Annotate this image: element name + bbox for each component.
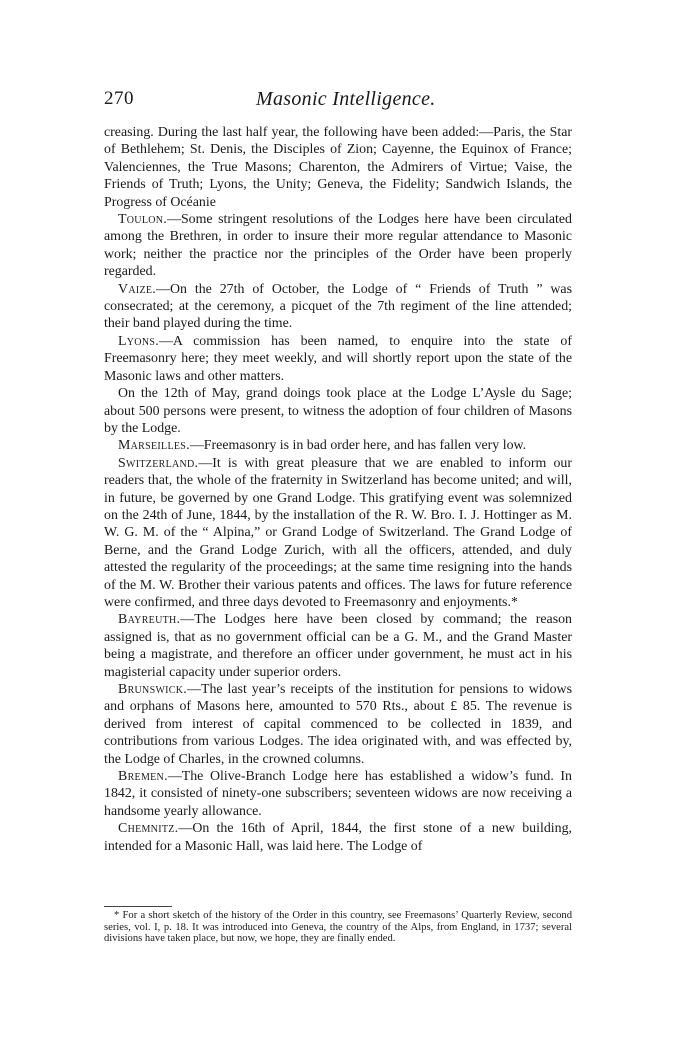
paragraph-lyons-continued: [104, 385, 572, 437]
paragraph-lead: Bayreuth.: [118, 612, 181, 628]
paragraph-bremen: [104, 768, 572, 820]
paragraph-text: —Some stringent resolutions of the Lodges here have been circulated among the Brethren, in order to insure their more regular attendance to Masonic work; neither the practice nor the principles of the Order have been properly regarded.: [104, 212, 572, 280]
footnote-divider: [104, 906, 172, 907]
paragraph-marseilles: [104, 437, 572, 454]
page-number: 270: [104, 88, 134, 109]
paragraph-chemnitz: [104, 820, 572, 855]
footnote: * For a short sketch of the history of the Order in this country, see Freemasons’ Quarterly Review, second series, vol. I, p. 18. It was introduced into Geneva, the country of the Alps, from England, in 1737; several divisions have taken place, but now, we hope, they are finally ended.: [104, 910, 572, 945]
paragraph-lead: Lyons.: [118, 333, 159, 349]
paragraph-text: —Freemasonry is in bad order here, and has fallen very low.: [189, 438, 527, 454]
paragraph-switzerland: [104, 455, 572, 612]
paragraph-bayreuth: [104, 611, 572, 681]
paragraph-text: —On the 27th of October, the Lodge of “ Friends of Truth ” was consecrated; at the ceremony, a picquet of the 7th regiment of the line attended; their band played during the time.: [104, 281, 572, 332]
paragraph-lead: Chemnitz.: [118, 821, 179, 837]
paragraph-vaize: [104, 281, 572, 333]
paragraph-text: On the 12th of May, grand doings took place at the Lodge L’Aysle du Sage; about 500 persons were present, to witness the adoption of four children of Masons by the Lodge.: [104, 386, 572, 436]
paragraph-lead: Bremen.: [118, 769, 168, 785]
page-header: [104, 88, 574, 114]
paragraph-lead: Switzerland.: [118, 455, 199, 471]
paragraph-lyons: [104, 333, 572, 385]
paragraph-brunswick: [104, 681, 572, 768]
paragraph-lead: Toulon.: [118, 212, 168, 228]
paragraph-continuation: [104, 124, 572, 211]
paragraph-lead: Marseilles.: [118, 438, 190, 454]
paragraph-text: —The Olive-Branch Lodge here has established a widow’s fund. In 1842, it consisted of ninety-one subscribers; seventeen widows are now receiving a handsome yearly allowance.: [104, 769, 572, 819]
paragraph-text: creasing. During the last half year, the following have been added:—Paris, the Star of Bethlehem; St. Denis, the Disciples of Zion; Cayenne, the Equinox of France; Valenciennes, the True Masons; Charenton, the Admirers of Virtue; Vaise, the Friends of Truth; Lyons, the Unity; Geneva, the Fidelity; Sandwich Islands, the Progress of Océanie: [104, 125, 572, 210]
paragraph-lead: Brunswick.: [118, 682, 188, 697]
article-body: [104, 124, 572, 855]
paragraph-text: —The last year’s receipts of the institution for pensions to widows and orphans of Masons here, amounted to 570 Rts., about £ 85. The revenue is derived from interest of capital commenced to be collected in 1839, and contributions from various Lodges. The idea originated with, and was effected by, the Lodge of Charles, in the crowned columns.: [104, 682, 572, 767]
paragraph-lead: Vaize.: [118, 281, 157, 297]
paragraph-text: —The Lodges here have been closed by command; the reason assigned is, that as no government official can be a G. M., and the Grand Master being a magistrate, and therefore an officer under government, he must act in his magisterial capacity under superior orders.: [104, 612, 572, 680]
paragraph-text: —It is with great pleasure that we are enabled to inform our readers that, the whole of the fraternity in Switzerland has become united; and will, in future, be governed by one Grand Lodge. This gratifying event was solemnized on the 24th of June, 1844, by the installation of the R. W. Bro. I. J. Hottinger as M. W. G. M. of the “ Alpina,” or Grand Lodge of Switzerland. The Grand Lodge of Berne, and the Grand Lodge Zurich, with all the officers, attended, and duly attested the regularity of the proceedings; at the same time resigning into the hands of the M. W. Brother their various patents and offices. The laws for future reference were confirmed, and three days devoted to Freemasonry and enjoyments.*: [104, 455, 572, 610]
running-head: Masonic Intelligence.: [256, 88, 436, 110]
paragraph-text: —On the 16th of April, 1844, the first stone of a new building, intended for a Masonic Hall, was laid here. The Lodge of: [104, 821, 572, 854]
paragraph-toulon: [104, 211, 572, 281]
paragraph-text: —A commission has been named, to enquire into the state of Freemasonry here; they meet weekly, and will shortly report upon the state of the Masonic laws and other matters.: [104, 333, 572, 384]
